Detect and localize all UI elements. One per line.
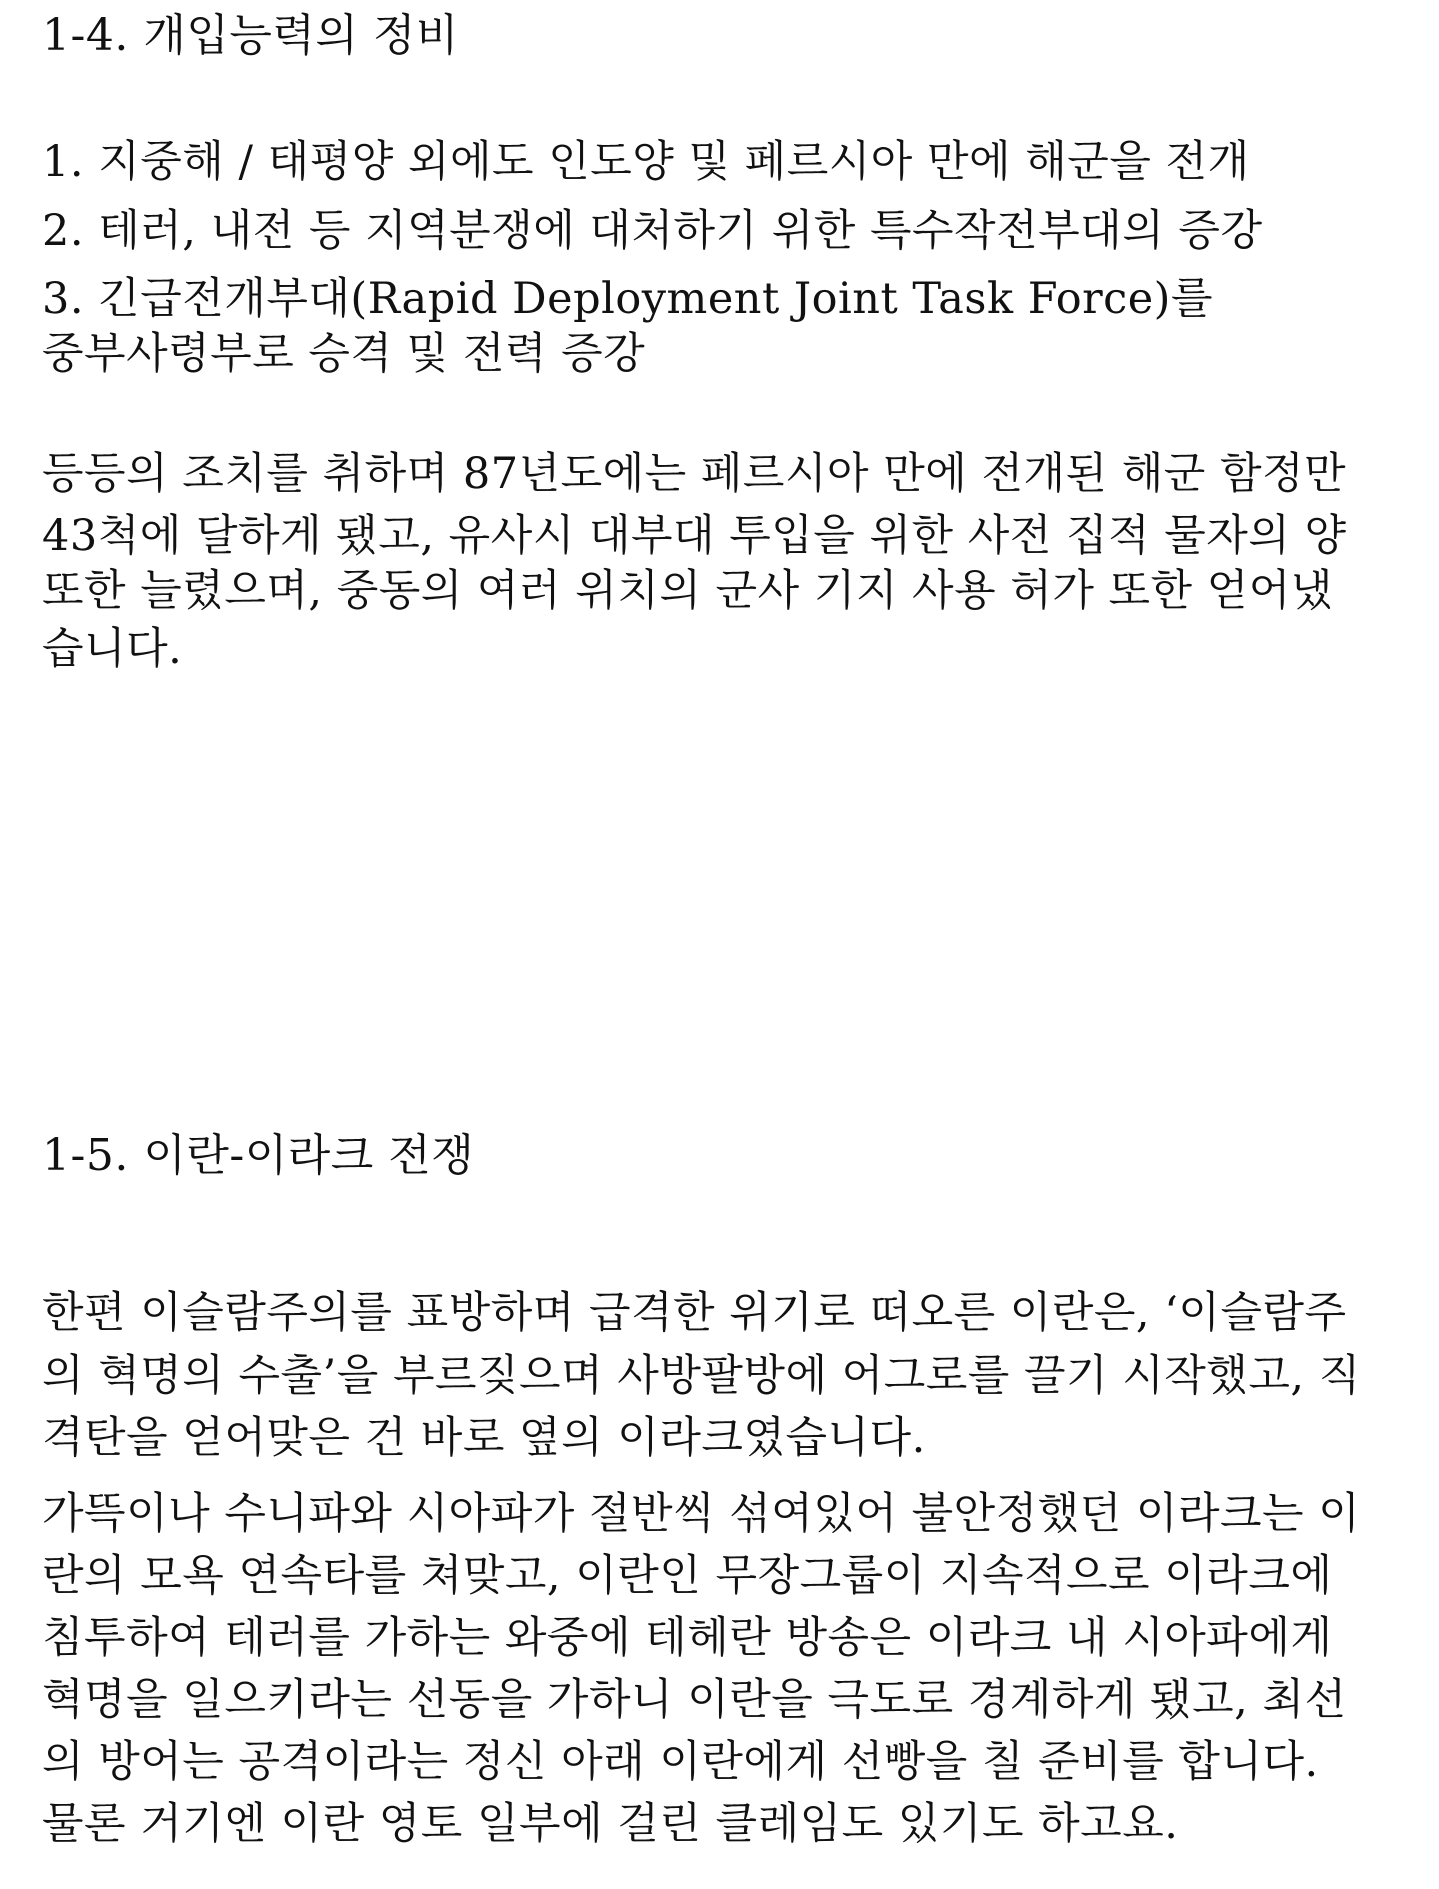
paragraph-line: 의 혁명의 수출’을 부르짖으며 사방팔방에 어그로를 끌기 시작했고, 직	[42, 1351, 1361, 1401]
paragraph-line: 란의 모욕 연속타를 쳐맞고, 이란인 무장그룹이 지속적으로 이라크에	[42, 1551, 1333, 1601]
list-item-3-continued: 중부사령부로 승격 및 전력 증강	[42, 329, 646, 379]
paragraph-line: 혁명을 일으키라는 선동을 가하니 이란을 극도로 경계하게 됐고, 최선	[42, 1675, 1347, 1725]
paragraph-line: 가뜩이나 수니파와 시아파가 절반씩 섞여있어 불안정했던 이라크는 이	[42, 1489, 1361, 1539]
list-item-3: 3. 긴급전개부대(Rapid Deployment Joint Task Force)를	[42, 274, 1213, 324]
paragraph-line: 의 방어는 공격이라는 정신 아래 이란에게 선빵을 칠 준비를 합니다.	[42, 1737, 1319, 1787]
paragraph-line: 한편 이슬람주의를 표방하며 급격한 위기로 떠오른 이란은, ‘이슬람주	[42, 1288, 1347, 1338]
paragraph-line: 43척에 달하게 됐고, 유사시 대부대 투입을 위한 사전 집적 물자의 양	[42, 511, 1347, 561]
list-item-1: 1. 지중해 / 태평양 외에도 인도양 및 페르시아 만에 해군을 전개	[42, 137, 1250, 187]
section-heading-1-4: 1-4. 개입능력의 정비	[42, 10, 459, 61]
paragraph-line: 물론 거기엔 이란 영토 일부에 걸린 클레임도 있기도 하고요.	[42, 1799, 1179, 1849]
section-heading-1-5: 1-5. 이란-이라크 전쟁	[42, 1130, 475, 1181]
paragraph-line: 또한 늘렸으며, 중동의 여러 위치의 군사 기지 사용 허가 또한 얻어냈	[42, 566, 1333, 616]
paragraph-line: 습니다.	[42, 624, 183, 674]
paragraph-line: 등등의 조치를 취하며 87년도에는 페르시아 만에 전개된 해군 함정만	[42, 449, 1347, 499]
paragraph-line: 격탄을 얻어맞은 건 바로 옆의 이라크였습니다.	[42, 1413, 926, 1463]
paragraph-line: 침투하여 테러를 가하는 와중에 테헤란 방송은 이라크 내 시아파에게	[42, 1613, 1333, 1663]
list-item-2: 2. 테러, 내전 등 지역분쟁에 대처하기 위한 특수작전부대의 증강	[42, 206, 1263, 256]
